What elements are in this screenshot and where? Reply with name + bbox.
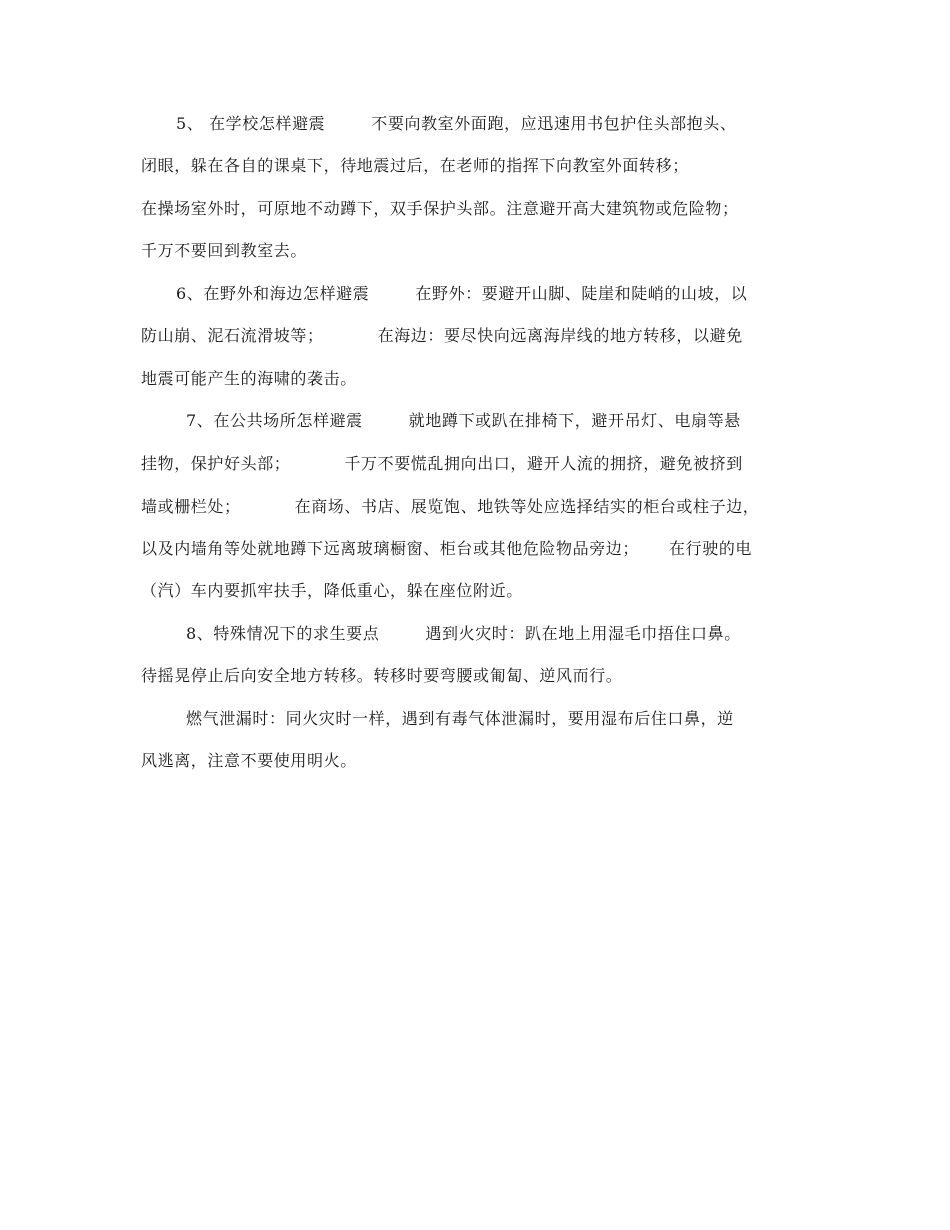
section-7-line-1	[186, 408, 866, 434]
section-6-heading: 6、在野外和海边怎样避震	[176, 284, 370, 303]
section-6-line-3: 地震可能产生的海啸的袭击。	[141, 369, 357, 388]
section-8-text: 遇到火灾时：趴在地上用湿毛巾捂住口鼻。	[425, 624, 741, 643]
section-7-line-3	[141, 494, 821, 520]
section-5-line-1	[176, 111, 856, 137]
section-5-heading: 5、 在学校怎样避震	[176, 114, 326, 133]
section-7-line-4	[141, 536, 821, 562]
section-7-text-a: 挂物，保护好头部；	[141, 454, 291, 473]
section-7-text-d: 在商场、书店、展览饱、地铁等处应选择结实的柜台或柱子边，	[294, 497, 760, 516]
section-6-line-1	[176, 281, 856, 307]
section-7-heading: 7、在公共场所怎样避震	[186, 411, 363, 430]
section-5-text: 不要向教室外面跑，应迅速用书包护住头部抱头、	[371, 114, 737, 133]
section-7-text-f: 在行驶的电	[669, 539, 753, 558]
section-7-text-b: 千万不要慌乱拥向出口，避开人流的拥挤，避免被挤到	[344, 454, 743, 473]
section-7-line-5: （汽）车内要抓牢扶手，降低重心，躲在座位附近。	[141, 581, 523, 600]
section-5-line-3: 在操场室外时，可原地不动蹲下，双手保护头部。注意避开高大建筑物或危险物；	[141, 199, 739, 218]
section-5-line-2: 闭眼，躲在各自的课桌下，待地震过后，在老师的指挥下向教室外面转移；	[141, 156, 689, 175]
section-6-line-2	[141, 323, 821, 349]
section-5-line-4: 千万不要回到教室去。	[141, 241, 308, 260]
section-8-heading: 8、特殊情况下的求生要点	[186, 624, 380, 643]
section-8-line-4: 风逃离，注意不要使用明火。	[141, 751, 357, 770]
section-7-text-c: 墙或栅栏处；	[141, 497, 241, 516]
section-7-line-2	[141, 451, 821, 477]
section-7-text-e: 以及内墙角等处就地蹲下远离玻璃橱窗、柜台或其他危险物品旁边；	[141, 539, 640, 558]
section-8-line-2: 待摇晃停止后向安全地方转移。转移时要弯腰或匍匐、逆风而行。	[141, 666, 623, 685]
section-6-text-a: 防山崩、泥石流滑坡等；	[141, 326, 324, 345]
section-8-line-3: 燃气泄漏时：同火灾时一样，遇到有毒气体泄漏时，要用湿布后住口鼻，逆	[186, 709, 734, 728]
section-6-text: 在野外：要避开山脚、陡崖和陡峭的山坡，以	[415, 284, 748, 303]
section-7-text: 就地蹲下或趴在排椅下，避开吊灯、电扇等悬	[408, 411, 741, 430]
section-8-line-1	[186, 621, 866, 647]
section-6-text-b: 在海边：要尽快向远离海岸线的地方转移，以避免	[377, 326, 743, 345]
